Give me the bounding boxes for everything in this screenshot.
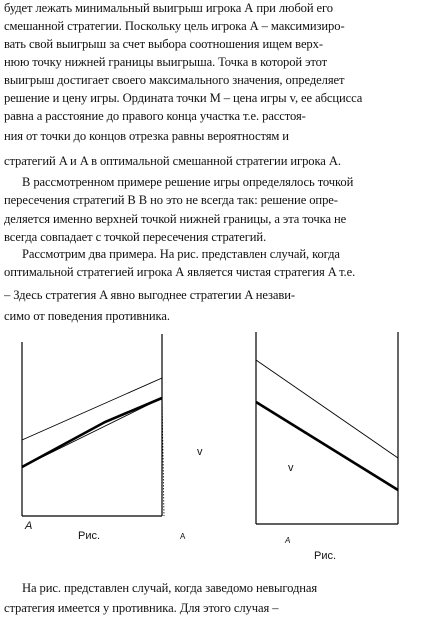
text-line: симо от поведения противника. <box>4 309 170 323</box>
figure-left <box>0 330 203 545</box>
figure-right <box>228 330 430 562</box>
lower-bound-line <box>256 402 398 490</box>
text-line: стратегий A и A в оптимальной смешанной стратегии игрока А. <box>4 154 341 168</box>
label-a: A <box>285 536 291 545</box>
text-line: будет лежать минимальный выигрыш игрока А при любой его <box>4 1 333 15</box>
text-line: стратегия имеется у противника. Для этого случая – <box>4 601 279 615</box>
figure-right-plot <box>228 330 430 562</box>
figure-caption: Рис. <box>78 530 101 542</box>
text-line: вать свой выигрыш за счет выбора соотношения ищем верх- <box>4 37 323 51</box>
figure-left-plot <box>0 330 200 545</box>
figure-caption: Рис. <box>314 550 337 562</box>
label-a2: A <box>180 532 186 541</box>
text-line: нюю точку нижней границы выигрыша. Точка в которой этот <box>4 55 328 69</box>
label-a1: A <box>25 520 33 532</box>
text-line: всегда совпадает с точкой пересечения стратегий. <box>4 230 267 244</box>
text-line: равна а расстояние до правого конца участка т.е. расстоя- <box>4 109 306 123</box>
text-line: На рис. представлен случай, когда заведомо невыгодная <box>22 581 318 595</box>
strategy-line-upper <box>256 360 398 458</box>
text-line: В рассмотренном примере решение игры определялось точкой <box>22 175 354 189</box>
text-line: смешанной стратегии. Поскольку цель игрока А – максимизиро- <box>4 19 345 33</box>
text-line: – Здесь стратегия A явно выгоднее стратегии A незави- <box>4 288 295 302</box>
label-v: v <box>288 462 294 474</box>
text-line: оптимальной стратегией игрока А является чистая стратегия A т.е. <box>4 265 356 279</box>
text-line: деляется именно верхней точкой нижней границы, а эта точка не <box>4 212 347 226</box>
text-line: выигрыш достигает своего максимального значения, определяет <box>4 73 345 87</box>
text-line: Рассмотрим два примера. На рис. представлен случай, когда <box>22 247 340 261</box>
label-v: v <box>197 446 203 458</box>
text-line: решение и цену игры. Ордината точки M – цена игры v, ее абсцисса <box>4 91 363 105</box>
text-line: пересечения стратегий B B но это не всегда так: решение опре- <box>4 193 338 207</box>
strategy-line-b1 <box>22 378 162 440</box>
text-line: ния от точки до концов отрезка равны вероятностям и <box>4 129 289 143</box>
